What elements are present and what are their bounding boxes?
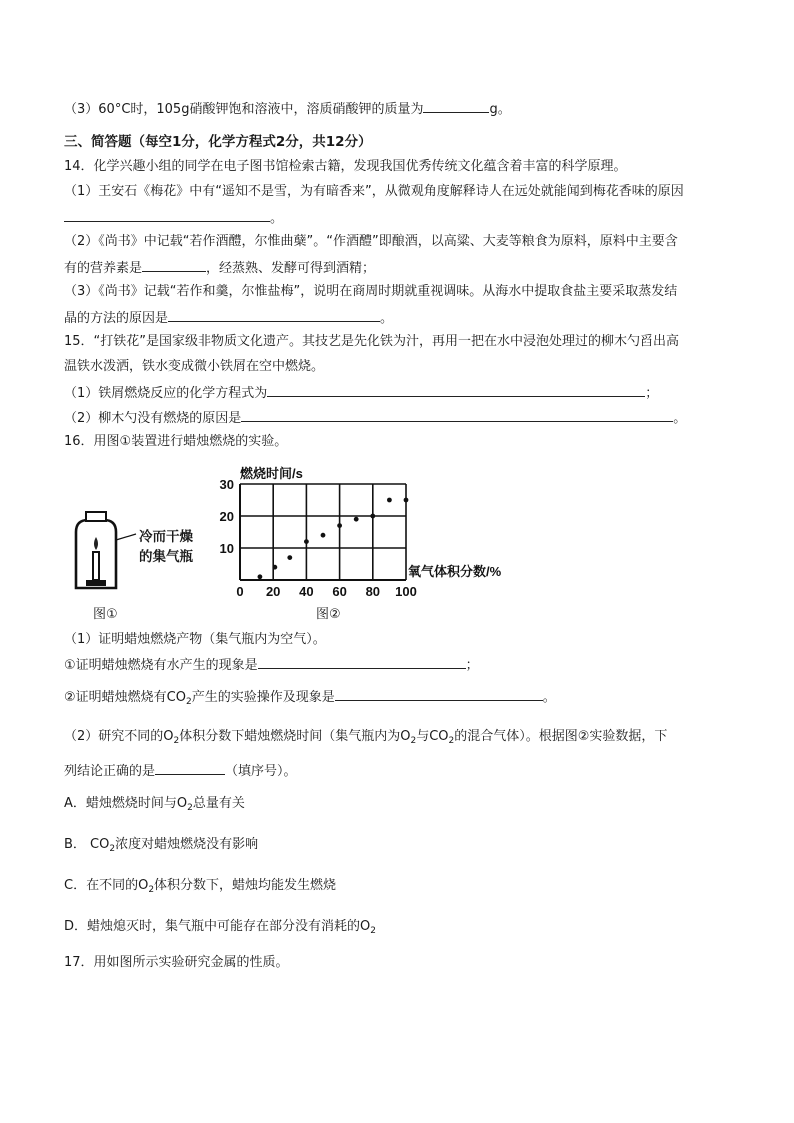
x-axis-label: 氧气体积分数/%	[408, 564, 502, 579]
jar-neck	[86, 512, 106, 521]
q13-part3: （3）60°C时，105g硝酸钾饱和溶液中，溶质硝酸钾的质量为 g。	[64, 99, 511, 119]
answer-blank[interactable]	[423, 99, 489, 113]
q15-part1: （1）铁屑燃烧反应的化学方程式为 ；	[64, 383, 658, 403]
data-point	[258, 574, 263, 579]
q14-part2: （2）《尚书》中记载“若作酒醴，尔惟曲蘖”。“作酒醴”即酿酒，以高粱、大麦等粮食为原料，原料中主要含	[64, 234, 678, 249]
q15-stem-line2: 温铁水泼洒，铁水变成微小铁屑在空中燃烧。	[64, 359, 325, 374]
flame-icon	[94, 537, 98, 550]
q14-part1-answer: 。	[64, 208, 283, 228]
q17-stem: 17．用如图所示实验研究金属的性质。	[64, 955, 289, 970]
answer-blank[interactable]	[64, 208, 270, 222]
option-b: B． $CO_2$浓度对蜡烛燃烧没有影响	[64, 837, 259, 854]
fig1-caption: 图①	[93, 607, 118, 622]
option-a: A．蜡烛燃烧时间与$O_2$总量有关	[64, 796, 245, 813]
q14-part2-line2: 有的营养素是 ，经蒸熟、发酵可得到酒精；	[64, 258, 375, 278]
label-pointer	[116, 534, 136, 540]
q16-part2: （2）研究不同的$O_2$体积分数下蜡烛燃烧时间（集气瓶内为$O_2$与$CO_2$的混合气体）。根据图②实验数据，下	[64, 729, 668, 746]
x-tick-label: 100	[395, 584, 417, 599]
option-d: D．蜡烛熄灭时，集气瓶中可能存在部分没有消耗的$O_2$	[64, 919, 376, 936]
y-tick-label: 30	[219, 477, 234, 492]
answer-blank[interactable]	[241, 408, 673, 422]
q14-stem: 14．化学兴趣小组的同学在电子图书馆检索古籍，发现我国优秀传统文化蕴含着丰富的科学原理。	[64, 159, 627, 174]
q15-stem: 15．“打铁花”是国家级非物质文化遗产。其技艺是先化铁为汁，再用一把在水中浸泡处理过的柳木勺舀出高	[64, 334, 680, 349]
data-point	[287, 555, 292, 560]
x-tick-label: 0	[236, 584, 244, 599]
data-point	[321, 533, 326, 538]
data-point	[304, 539, 309, 544]
y-axis-label: 燃烧时间/s	[240, 466, 303, 481]
q14-part3-line2: 晶的方法的原因是 。	[64, 308, 393, 328]
chart-points	[258, 498, 409, 580]
answer-blank[interactable]	[168, 308, 380, 322]
fig2-caption: 图②	[316, 607, 341, 622]
q16-part1a: ①证明蜡烛燃烧有水产生的现象是 ；	[64, 655, 479, 675]
answer-blank[interactable]	[142, 258, 206, 272]
data-point	[354, 517, 359, 522]
data-point	[370, 514, 375, 519]
x-tick-label: 20	[265, 584, 281, 599]
answer-blank[interactable]	[335, 687, 543, 701]
answer-blank[interactable]	[267, 383, 645, 397]
section-title: 三、简答题（每空1分，化学方程式2分，共12分）	[64, 134, 372, 150]
x-tick-label: 60	[332, 584, 347, 599]
data-point	[387, 498, 392, 503]
fig1-label-line1: 冷而干燥	[139, 529, 193, 545]
q16-part2-line2: 列结论正确的是 （填序号）。	[64, 761, 297, 781]
data-point	[337, 523, 342, 528]
y-tick-label: 20	[219, 509, 234, 524]
q15-part2: （2）柳木勺没有燃烧的原因是 。	[64, 408, 686, 428]
option-c: C．在不同的$O_2$体积分数下，蜡烛均能发生燃烧	[64, 878, 337, 895]
chart-grid	[240, 484, 406, 580]
q16-stem: 16．用图①装置进行蜡烛燃烧的实验。	[64, 434, 288, 449]
data-point	[404, 498, 409, 503]
fig1-label-line2: 的集气瓶	[139, 549, 193, 565]
q16-part1: （1）证明蜡烛燃烧产物（集气瓶内为空气）。	[64, 632, 326, 647]
data-point	[272, 565, 277, 570]
x-tick-label: 40	[299, 584, 314, 599]
y-tick-label: 10	[219, 541, 234, 556]
x-tick-label: 80	[365, 584, 381, 599]
q14-part3: （3）《尚书》记载“若作和羹，尔惟盐梅”，说明在商周时期就重视调味。从海水中提取食盐主要采取蒸发结	[64, 284, 678, 299]
candle-icon	[93, 552, 99, 580]
candle-base	[86, 580, 106, 586]
q14-part1: （1）王安石《梅花》中有“遥知不是雪，为有暗香来”，从微观角度解释诗人在远处就能闻到梅花香味的原因	[64, 184, 684, 199]
q16-part1b: ②证明蜡烛燃烧有$CO_2$产生的实验操作及现象是 。	[64, 687, 556, 707]
figure-2-chart	[210, 462, 530, 602]
answer-blank[interactable]	[155, 761, 225, 775]
answer-blank[interactable]	[258, 655, 466, 669]
